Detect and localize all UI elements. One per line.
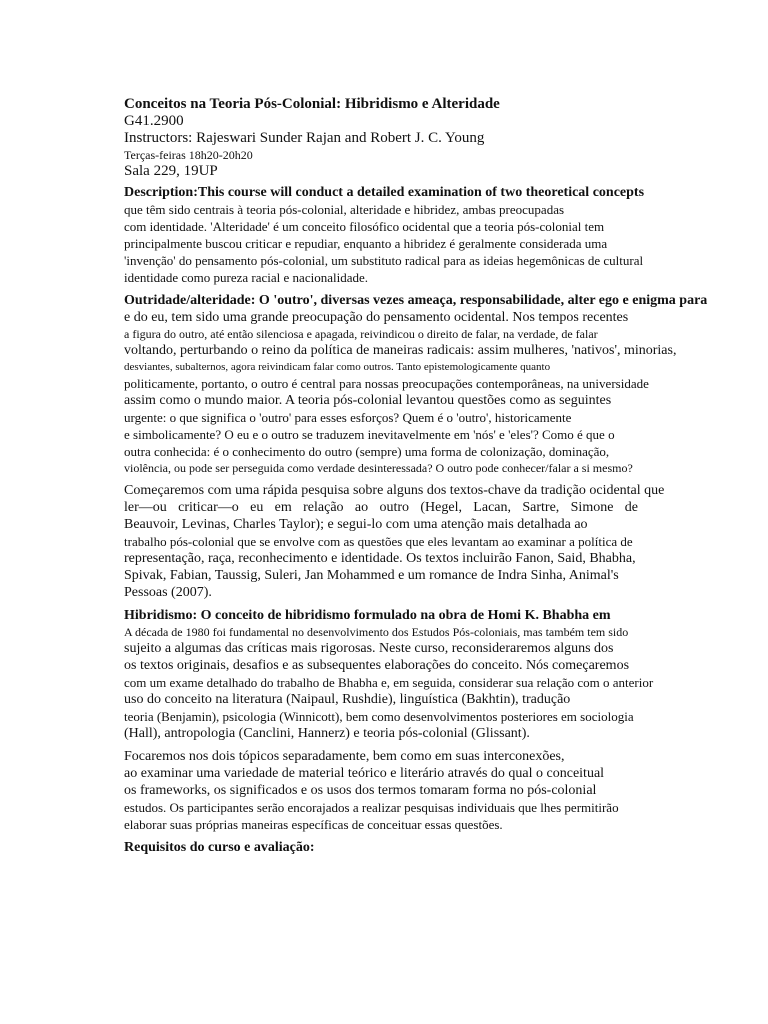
hybridity-line: com um exame detalhado do trabalho de Bhabha e, em seguida, considerar sua relação com o anterior <box>124 675 654 690</box>
survey-line: Começaremos com uma rápida pesquisa sobre alguns dos textos-chave da tradição ocidental que <box>124 483 665 498</box>
survey-line: Beauvoir, Levinas, Charles Taylor); e segui-lo com uma atenção mais detalhada ao <box>124 517 588 532</box>
description-line: 'invenção' do pensamento pós-colonial, um substituto radical para as ideias hegemônicas de cultural <box>124 253 644 268</box>
survey-section <box>124 482 768 601</box>
focus-line: estudos. Os participantes serão encorajados a realizar pesquisas individuais que lhes permitirão <box>124 800 619 815</box>
survey-line: trabalho pós-colonial que se envolve com as questões que eles levantam ao examinar a política de <box>124 534 633 549</box>
description-line: com identidade. 'Alteridade' é um conceito filosófico ocidental que a teoria pós-colonial tem <box>124 219 605 234</box>
focus-line: os frameworks, os significados e os usos dos termos tomaram forma no pós-colonial <box>124 783 597 798</box>
hybridity-line: (Hall), antropologia (Canclini, Hannerz) e teoria pós-colonial (Glissant). <box>124 726 530 741</box>
course-instructors: Instructors: Rajeswari Sunder Rajan and Robert J. C. Young <box>124 130 485 146</box>
survey-line: ler—ou criticar—o eu em relação ao outro (Hegel, Lacan, Sartre, Simone de <box>124 500 638 515</box>
alterity-line: politicamente, portanto, o outro é central para nossas preocupações contemporâneas, na universidade <box>124 376 649 391</box>
hybridity-line: A década de 1980 foi fundamental no desenvolvimento dos Estudos Pós-coloniais, mas também tem sido <box>124 625 629 639</box>
hybridity-line: os textos originais, desafios e as subsequentes elaborações do conceito. Nós começaremos <box>124 658 630 673</box>
course-title: Conceitos na Teoria Pós-Colonial: Hibridismo e Alteridade <box>124 96 500 112</box>
alterity-line: e simbolicamente? O eu e o outro se traduzem inevitavelmente em 'nós' e 'eles'? Como é que o <box>124 427 615 442</box>
course-room: Sala 229, 19UP <box>124 163 218 179</box>
survey-line: Spivak, Fabian, Taussig, Suleri, Jan Mohammed e um romance de Indra Sinha, Animal's <box>124 568 619 583</box>
course-schedule: Terças-feiras 18h20-20h20 <box>124 148 253 162</box>
hybridity-heading: Hibridismo: O conceito de hibridismo formulado na obra de Homi K. Bhabha em <box>124 608 611 623</box>
alterity-line: a figura do outro, até então silenciosa e apagada, reivindicou o direito de falar, na verdade, de falar <box>124 327 598 341</box>
requirements-section <box>124 839 768 856</box>
alterity-line: violência, ou pode ser perseguida como verdade desinteressada? O outro pode conhecer/falar a si mesmo? <box>124 461 633 475</box>
course-code: G41.2900 <box>124 113 184 129</box>
focus-line: ao examinar uma variedade de material teórico e literário através do qual o conceitual <box>124 766 605 781</box>
description-heading: Description:This course will conduct a detailed examination of two theoretical concepts <box>124 185 645 200</box>
alterity-line: e do eu, tem sido uma grande preocupação do pensamento ocidental. Nos tempos recentes <box>124 310 629 325</box>
description-line: principalmente buscou criticar e repudiar, enquanto a hibridez é geralmente considerada uma <box>124 236 608 251</box>
alterity-line: assim como o mundo maior. A teoria pós-colonial levantou questões como as seguintes <box>124 393 612 408</box>
alterity-line: urgente: o que significa o 'outro' para esses esforços? Quem é o 'outro', historicamente <box>124 410 572 425</box>
focus-line: elaborar suas próprias maneiras específicas de conceituar essas questões. <box>124 817 503 832</box>
survey-line: representação, raça, reconhecimento e identidade. Os textos incluirão Fanon, Said, Bhabha, <box>124 551 636 566</box>
focus-line: Focaremos nos dois tópicos separadamente, bem como em suas interconexões, <box>124 749 565 764</box>
hybridity-line: sujeito a algumas das críticas mais rigorosas. Neste curso, reconsideraremos alguns dos <box>124 641 614 656</box>
description-line: identidade como pureza racial e nacionalidade. <box>124 270 368 285</box>
course-header <box>124 96 768 180</box>
alterity-heading: Outridade/alteridade: O 'outro', diversas vezes ameaça, responsabilidade, alter ego e enigma para <box>124 293 708 308</box>
alterity-line: desviantes, subalternos, agora reivindicam falar como outros. Tanto epistemologicamente quanto <box>124 361 551 373</box>
focus-section <box>124 748 768 833</box>
hybridity-line: teoria (Benjamin), psicologia (Winnicott), bem como desenvolvimentos posteriores em sociologia <box>124 709 634 724</box>
alterity-line: voltando, perturbando o reino da política de maneiras radicais: assim mulheres, 'nativos', minorias, <box>124 343 677 358</box>
description-section <box>124 184 768 286</box>
alterity-line: outra conhecida: é o conhecimento do outro (sempre) uma forma de colonização, dominação, <box>124 444 610 459</box>
alterity-section <box>124 292 768 476</box>
requirements-heading: Requisitos do curso e avaliação: <box>124 840 315 855</box>
hybridity-line: uso do conceito na literatura (Naipaul, Rushdie), linguística (Bakhtin), tradução <box>124 692 571 707</box>
description-line: que têm sido centrais à teoria pós-colonial, alteridade e hibridez, ambas preocupadas <box>124 202 565 217</box>
survey-line: Pessoas (2007). <box>124 585 212 600</box>
hybridity-section <box>124 607 768 742</box>
document-body <box>124 96 768 856</box>
